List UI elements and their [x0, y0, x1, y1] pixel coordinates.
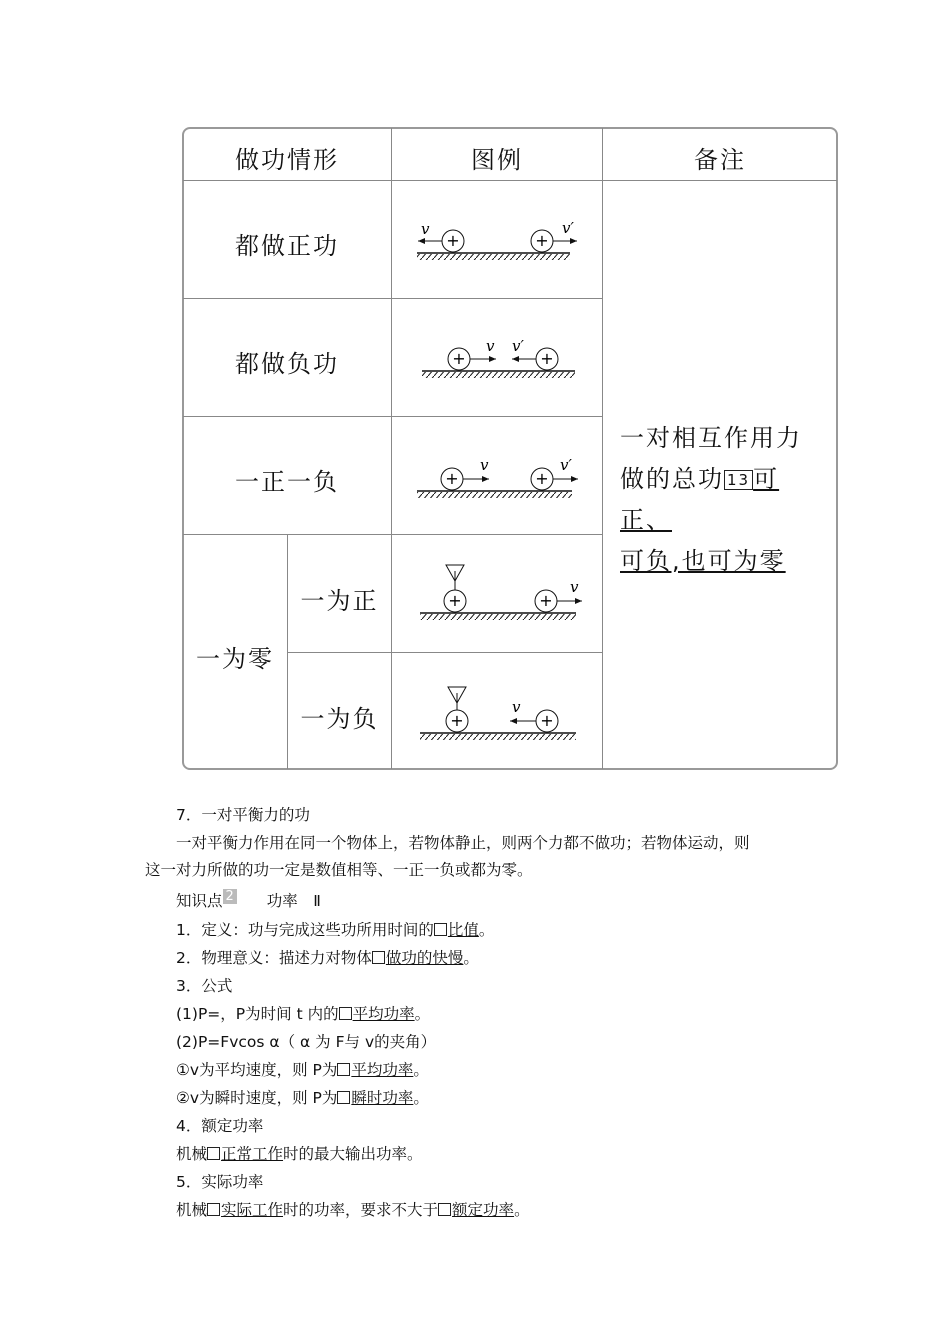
diagram-one-zero-negative — [420, 687, 576, 740]
actual-line — [176, 1198, 530, 1220]
formula-1-line — [176, 1002, 430, 1024]
svg-text:+: + — [446, 231, 460, 250]
item-text: 时的最大输出功率。 — [283, 1145, 423, 1163]
knowledge-number-badge: 2 — [223, 889, 237, 904]
case-2-line — [176, 1086, 429, 1108]
svg-text:+: + — [540, 711, 554, 730]
svg-text:v′: v′ — [562, 219, 574, 237]
item-text: 机械 — [176, 1145, 208, 1163]
answer-text: 实际工作 — [221, 1201, 284, 1219]
svg-text:+: + — [540, 349, 554, 368]
item-text: 时的功率，要求不大于 — [283, 1201, 439, 1219]
answer-box — [434, 923, 447, 936]
item-text: (1)P=，P为时间 t 内的 — [176, 1005, 339, 1023]
svg-text:+: + — [535, 469, 549, 488]
row-label-both-negative: 都做负功 — [235, 350, 339, 378]
table-divider — [602, 128, 603, 769]
note-line: 一对相互作用力 — [620, 424, 802, 452]
row-label-one-pos-one-neg: 一正一负 — [235, 468, 339, 496]
diagram-one-pos-one-neg — [417, 456, 578, 498]
section-7-text: 一对平衡力作用在同一个物体上，若物体静止，则两个力都不做功；若物体运动，则 — [176, 834, 750, 852]
diagram-one-zero-positive — [420, 565, 582, 620]
answer-text: 平均功率 — [351, 1061, 414, 1079]
diagram-both-negative — [422, 337, 575, 378]
header-diagram: 图例 — [471, 146, 523, 174]
item-text: 机械 — [176, 1201, 208, 1219]
actual-heading: 5．实际功率 — [176, 1173, 264, 1191]
answer-number-box: 13 — [724, 470, 753, 490]
knowledge-heading — [176, 889, 321, 911]
note-text: 做的总功 — [620, 465, 724, 493]
answer-text: 正常工作 — [221, 1145, 284, 1163]
table-note — [620, 418, 830, 582]
svg-text:v: v — [570, 578, 579, 596]
row-label-one-zero: 一为零 — [196, 645, 274, 673]
answer-text: 额定功率 — [452, 1201, 515, 1219]
svg-text:+: + — [448, 591, 462, 610]
row-label-one-negative: 一为负 — [300, 705, 379, 733]
item-text: 。 — [413, 1089, 429, 1107]
row-label-one-positive: 一为正 — [300, 587, 379, 615]
svg-text:+: + — [450, 711, 464, 730]
item-text: 。 — [463, 949, 479, 967]
section-7-title: 7．一对平衡力的功 — [176, 806, 310, 824]
item-text: 2．物理意义：描述力对物体 — [176, 949, 372, 967]
note-answer: 可正、 — [620, 465, 780, 534]
svg-text:v: v — [512, 698, 521, 716]
case-1-line — [176, 1058, 429, 1080]
item-text: 1．定义：功与完成这些功所用时间的 — [176, 921, 434, 939]
row-label-both-positive: 都做正功 — [235, 232, 339, 260]
answer-text: 平均功率 — [352, 1005, 415, 1023]
formula-2-line: (2)P=Fvcos α（ α 为 F与 v的夹角） — [176, 1033, 437, 1051]
item-text: 。 — [514, 1201, 530, 1219]
answer-box — [207, 1203, 220, 1216]
answer-box — [339, 1007, 352, 1020]
rated-heading: 4．额定功率 — [176, 1117, 264, 1135]
svg-text:v: v — [421, 220, 430, 238]
answer-text: 瞬时功率 — [351, 1089, 414, 1107]
item-text: 。 — [413, 1061, 429, 1079]
knowledge-label: 知识点 — [176, 892, 223, 910]
rated-line — [176, 1142, 423, 1164]
answer-box — [372, 951, 385, 964]
svg-text:v: v — [480, 456, 489, 474]
item-text: ①v为平均速度，则 P为 — [176, 1061, 338, 1079]
note-line — [620, 459, 830, 541]
definition-line — [176, 918, 494, 940]
svg-text:v: v — [486, 337, 495, 355]
header-situation: 做功情形 — [235, 146, 339, 174]
svg-text:v′: v′ — [512, 337, 524, 355]
answer-box — [337, 1091, 350, 1104]
meaning-line — [176, 946, 479, 968]
diagram-both-positive — [417, 219, 577, 260]
answer-box — [207, 1147, 220, 1160]
svg-text:+: + — [445, 469, 459, 488]
svg-text:+: + — [539, 591, 553, 610]
section-7-text: 这一对力所做的功一定是数值相等、一正一负或都为零。 — [145, 861, 533, 879]
item-text: ②v为瞬时速度，则 P为 — [176, 1089, 338, 1107]
diagram-column — [392, 181, 602, 768]
answer-text: 做功的快慢 — [385, 949, 464, 967]
formula-heading: 3．公式 — [176, 977, 233, 995]
note-answer: 可负,也可为零 — [620, 547, 786, 575]
answer-box — [337, 1063, 350, 1076]
item-text: 。 — [478, 921, 495, 939]
svg-text:v′: v′ — [560, 456, 572, 474]
knowledge-title: 功率 Ⅱ — [266, 892, 321, 910]
svg-text:+: + — [452, 349, 466, 368]
header-note: 备注 — [694, 146, 746, 174]
svg-text:+: + — [535, 231, 549, 250]
answer-box — [438, 1203, 451, 1216]
answer-text: 比值 — [447, 921, 479, 939]
item-text: 。 — [414, 1005, 431, 1023]
